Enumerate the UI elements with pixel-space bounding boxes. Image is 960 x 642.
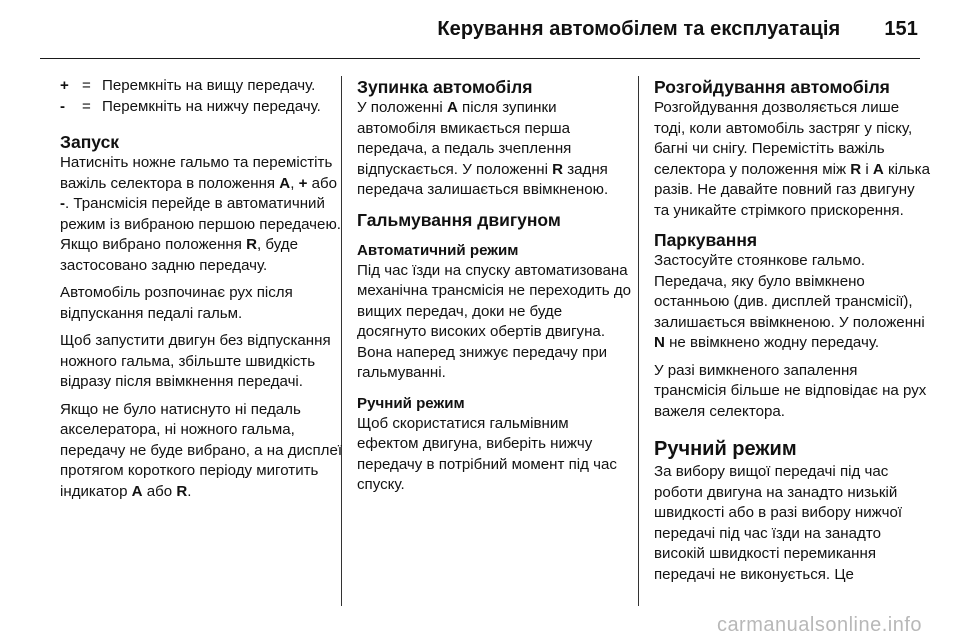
section-heading-rocking: Розгойдування автомобіля [654,77,890,97]
paragraph: Щоб скористатися гальмівним ефектом двигуна, виберіть нижчу передачу в потрібний момент під час спуску. [357,414,617,493]
paragraph: Розгойдування дозволяється лише тоді, коли автомобіль застряг у піску, багні чи снігу. Перемістіть важіль селектора у положення між R і A кілька разів. Не давайте повний газ двигуну та уникайте стрімкого прискорення. [654,99,930,219]
paragraph: Застосуйте стоянкове гальмо. Передача, яку було ввімкнено останньою (див. дисплей трансмісії), залишається ввімкненою. У положенні N не ввімкнено жодну передачу. [654,252,925,351]
definition-symbol: + [60,77,69,94]
paragraph: Автомобіль розпочинає рух після відпускання педалі гальм. [60,284,293,322]
section-heading-engine-braking: Гальмування двигуном [357,209,561,230]
section-heading-start: Запуск [60,132,120,152]
section-heading-manual-mode: Ручний режим [654,438,797,460]
subheading-automatic-mode: Автоматичний режим [357,241,519,259]
page-header [40,18,918,41]
paragraph: У положенні A після зупинки автомобіля вмикається перша передача, а педаль зчеплення відпускається. У положенні R задня передача залишається ввімкненою. [357,99,609,198]
page-title: Керування автомобілем та експлуатація [437,18,841,40]
definition-symbol: - [60,97,66,115]
page-number: 151 [884,18,918,40]
paragraph: Щоб запустити двигун без відпускання ножного гальма, збільште швидкість відразу після ввімкнення передачі. [60,332,331,390]
paragraph: Під час їзди на спуску автоматизована механічна трансмісія не переходить до вищих передач, доки не буде досягнуто високих обертів двигуна. Вона наперед знижує передачу при гальмуванні. [357,261,632,381]
paragraph: За вибору вищої передачі під час роботи двигуна на занадто низькій швидкості або в разі вибору нижчої передачі під час їзди на занадто високій швидкості перемикання передачі не виконується. Це [654,463,903,583]
paragraph: Натисніть ножне гальмо та перемістіть важіль селектора в положення A, + або -. Трансмісія перейде в автоматичний режим із вибраною першою передачею. Якщо вибрано положення R, буде застосовано задню передачу. [60,154,341,274]
paragraph: Якщо не було натиснуто ні педаль акселератора, ні ножного гальма, передачу не буде вибрано, а на дисплеї протягом короткого періоду миготить індикатор A або R. [60,400,343,500]
column-divider-2 [638,76,639,606]
column-1 [60,76,348,509]
watermark: carmanualsonline.info [716,614,922,636]
paragraph: У разі вимкненого запалення трансмісія більше не відповідає на рух важеля селектора. [654,361,927,420]
definition-equals: = [82,97,91,115]
definition-text: Перемкніть на вищу передачу. [102,77,316,94]
subheading-manual-mode: Ручний режим [357,394,465,412]
definition-row-minus [60,97,348,118]
section-heading-parking: Паркування [654,230,758,250]
definition-text: Перемкніть на нижчу передачу. [102,97,321,115]
header-rule [40,58,920,59]
column-2 [357,76,633,503]
section-heading-stopping: Зупинка автомобіля [357,77,533,97]
definition-equals: = [82,77,91,94]
column-3 [654,76,930,592]
definition-row-plus [60,76,348,97]
